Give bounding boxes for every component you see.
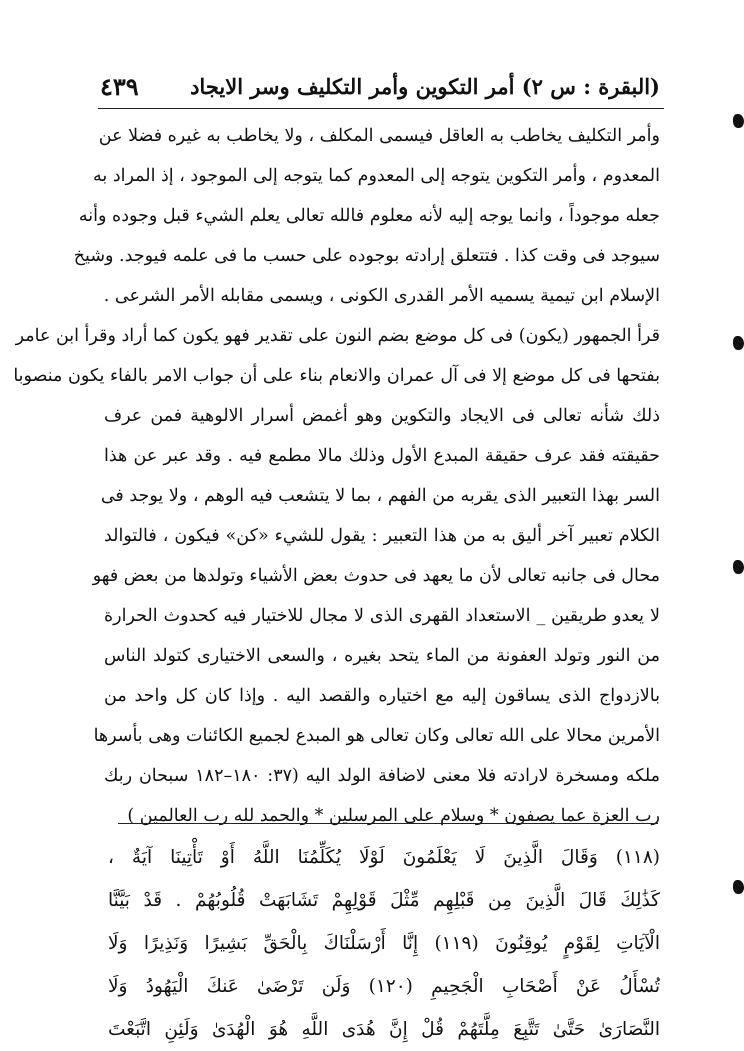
commentary-line: الإسلام ابن تيمية يسميه الأمر القدرى الكونى ، ويسمى مقابله الأمر الشرعى . <box>103 286 660 306</box>
header-rule <box>98 108 664 109</box>
commentary-line: ذلك شأنه تعالى فى الايجاد والتكوين وهو أغمض أسرار الالوهية فمن عرف <box>104 406 660 426</box>
commentary-line: ملكه ومسخرة لارادته فلا معنى لاضافة الولد اليه (٣٧: ١٨٠–١٨٢ سبحان ربك <box>104 766 660 786</box>
binding-mark <box>733 560 744 574</box>
header-title: (البقرة : س ٢) أمر التكوين وأمر التكليف وسر الايجاد <box>190 73 660 99</box>
verse-line: تُسْأَلُ عَنْ أَصْحَابِ الْجَحِيمِ (١٢٠) وَلَن تَرْضَىٰ عَنكَ الْيَهُودُ وَلَا <box>108 976 661 997</box>
binding-mark <box>733 336 744 350</box>
commentary-line: السر بهذا التعبير الذى يقربه من الفهم ، بما لا يتشعب فيه الوهم ، ولا يوجد فى <box>100 486 660 506</box>
commentary-line: من النور وتولد العفونة من الماء يتحد بغيره ، والسعى الاختيارى كتولد الناس <box>104 646 660 666</box>
commentary-line: لا يعدو طريقين _ الاستعداد القهرى الذى لا مجال للاختيار فيه كحدوث الحرارة <box>104 606 660 626</box>
binding-mark <box>733 880 744 894</box>
commentary-line: حقيقته فقد عرف حقيقة المبدع الأول وذلك مالا مطمع فيه . وقد عبر عن هذا <box>104 446 660 466</box>
verse-line: كَذَٰلِكَ قَالَ الَّذِينَ مِن قَبْلِهِم مِّثْلَ قَوْلِهِمْ تَشَابَهَتْ قُلُوبُهُمْ . قَدْ بَيَّنَّا <box>108 890 660 911</box>
commentary-line: سيوجد فى وقت كذا . فتتعلق إرادته بوجوده على حسب ما فى علمه فيوجد. وشيخ <box>73 246 660 266</box>
verse-line: (١١٨) وَقَالَ الَّذِينَ لَا يَعْلَمُونَ لَوْلَا يُكَلِّمُنَا اللَّهُ أَوْ تَأْتِينَا آيَةٌ ، <box>108 847 660 868</box>
commentary-line: بالازدواج الذى يساقون إليه مع اختياره والقصد اليه . وإذا كان كل واحد من <box>104 686 660 706</box>
commentary-line: المعدوم ، وأمر التكوين يتوجه إلى المعدوم كما يتوجه إلى الموجود ، إذ المراد به <box>93 166 660 186</box>
running-header <box>100 64 660 108</box>
commentary-line: بفتحها فى كل موضع إلا فى آل عمران والانعام بناء على أن جواب الامر بالفاء يكون منصوبا <box>13 366 660 386</box>
binding-mark <box>733 114 744 128</box>
commentary-line: الأمرين محالا على الله تعالى وكان تعالى هو المبدع لجميع الكائنات وهى بأسرها <box>93 726 660 746</box>
commentary-line: وأمر التكليف يخاطب به العاقل فيسمى المكلف ، ولا يخاطب به غيره فضلا عن <box>98 126 660 146</box>
commentary-line: محال فى جانبه تعالى لأن ما يعهد فى حدوث بعض الأشياء وتولدها من بعض فهو <box>92 566 660 586</box>
commentary-line: رب العزة عما يصفون * وسلام على المرسلين * والحمد لله رب العالمين ) <box>127 806 660 826</box>
verse-line: الْآيَاتِ لِقَوْمٍ يُوقِنُونَ (١١٩) إِنَّا أَرْسَلْنَاكَ بِالْحَقِّ بَشِيرًا وَنَذِيرًا وَلَا <box>108 933 660 954</box>
commentary-text <box>13 116 660 836</box>
commentary-line: قرأ الجمهور (يكون) فى كل موضع بضم النون على تقدير فهو يكون كما أراد وقرأ ابن عامر <box>15 326 660 346</box>
quran-verses <box>108 836 660 1051</box>
verse-line: النَّصَارَىٰ حَتَّىٰ تَتَّبِعَ مِلَّتَهُمْ قُلْ إِنَّ هُدَى اللَّهِ هُوَ الْهُدَىٰ وَلَئِنِ اتَّبَعْتَ <box>108 1019 660 1040</box>
section-divider <box>118 823 658 824</box>
commentary-line: جعله موجوداً ، وانما يوجه إليه لأنه معلوم فالله تعالى يعلم الشيء قبل وجوده وأنه <box>78 206 660 226</box>
page-number: ٤٣٩ <box>100 71 139 101</box>
commentary-line: الكلام تعبير آخر أليق به من هذا التعبير : يقول للشيء «كن» فيكون ، فالتوالد <box>104 526 660 546</box>
